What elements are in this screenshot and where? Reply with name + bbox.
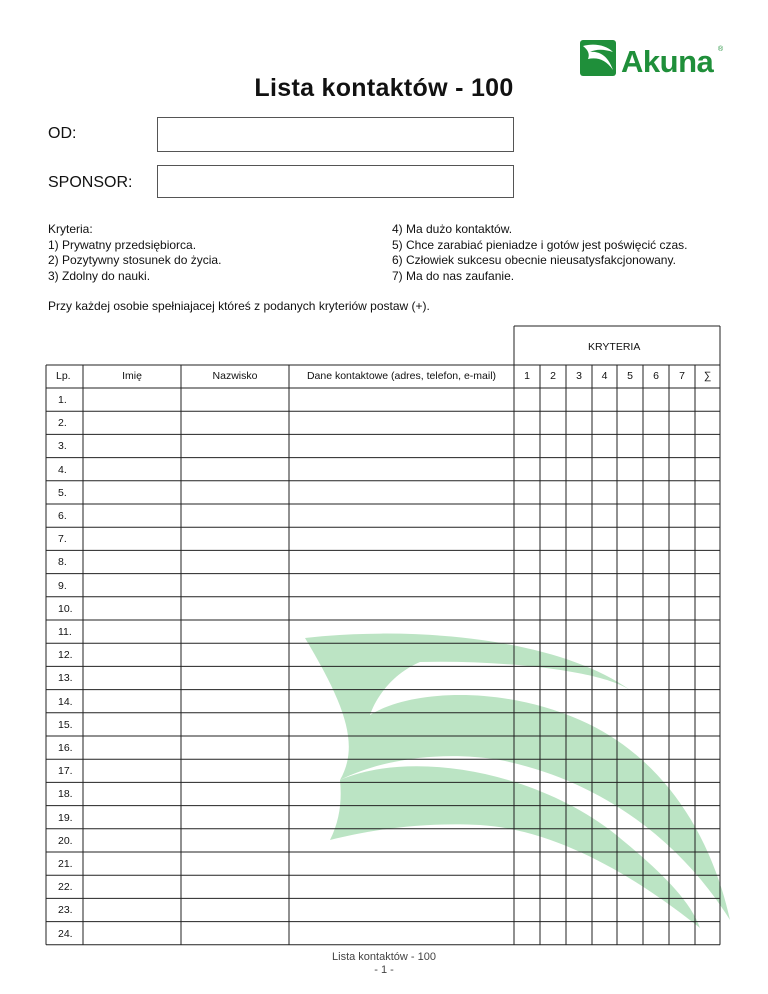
criterion-7: 7) Ma do nas zaufanie.: [392, 268, 515, 283]
criterion-2: 2) Pozytywny stosunek do życia.: [48, 253, 222, 267]
criterion-6: 6) Człowiek sukcesu obecnie nieusatysfakcjonowany.: [392, 253, 676, 267]
row-number: 16.: [58, 742, 73, 754]
row-number: 18.: [58, 788, 73, 801]
criterion-3: 3) Zdolny do nauki.: [48, 268, 151, 283]
row-number: 21.: [58, 858, 73, 870]
column-header: Imię: [122, 370, 142, 382]
row-number: 9.: [58, 579, 67, 592]
criteria-group-header: KRYTERIA: [588, 341, 641, 353]
row-number: 8.: [58, 556, 67, 569]
column-header: 6: [653, 370, 659, 382]
column-header: Dane kontaktowe (adres, telefon, e-mail): [306, 370, 497, 382]
column-header: 4: [601, 370, 608, 382]
row-number: 5.: [58, 486, 67, 499]
column-header: ∑: [703, 370, 712, 382]
column-header: 2: [550, 370, 556, 382]
row-number: 3.: [58, 440, 67, 453]
registered-mark: ®: [718, 46, 724, 53]
row-number: 2.: [58, 417, 67, 430]
row-number: 13.: [58, 672, 73, 685]
criterion-4: 4) Ma dużo kontaktów.: [392, 222, 513, 236]
column-header: Lp.: [56, 370, 71, 382]
instruction-text: Przy każdej osobie spełniajacej któreś z podanych kryteriów postaw (+).: [48, 299, 430, 313]
criterion-1: 1) Prywatny przedsiębiorca.: [48, 237, 197, 252]
od-label: OD:: [48, 125, 77, 142]
row-number: 6.: [58, 510, 67, 522]
row-number: 20.: [58, 834, 73, 847]
row-number: 4.: [58, 463, 67, 476]
sponsor-label: SPONSOR:: [48, 174, 133, 191]
row-number: 11.: [58, 626, 72, 638]
row-number: 23.: [58, 904, 73, 917]
column-header: 3: [576, 370, 582, 382]
row-number: 1.: [58, 394, 67, 406]
column-header: Nazwisko: [212, 370, 258, 382]
row-number: 24.: [58, 927, 73, 940]
row-number: 10.: [58, 602, 73, 615]
row-number: 7.: [58, 533, 67, 546]
criterion-5: 5) Chce zarabiać pieniadze i gotów jest poświęcić czas.: [392, 237, 688, 252]
footer-title: Lista kontaktów - 100: [332, 951, 436, 963]
column-header: 1: [524, 370, 530, 382]
row-number: 14.: [58, 695, 73, 708]
brand-name: Akuna: [621, 44, 714, 79]
row-number: 19.: [58, 811, 73, 824]
row-number: 17.: [58, 765, 73, 778]
page-title: Lista kontaktów - 100: [254, 74, 514, 102]
column-header: 5: [627, 370, 633, 382]
footer-page-number: - 1 -: [374, 964, 394, 976]
row-number: 22.: [58, 881, 73, 894]
row-number: 12.: [58, 649, 73, 662]
criteria-heading: Kryteria:: [48, 222, 93, 236]
row-number: 15.: [58, 718, 73, 731]
column-header: 7: [679, 370, 685, 382]
